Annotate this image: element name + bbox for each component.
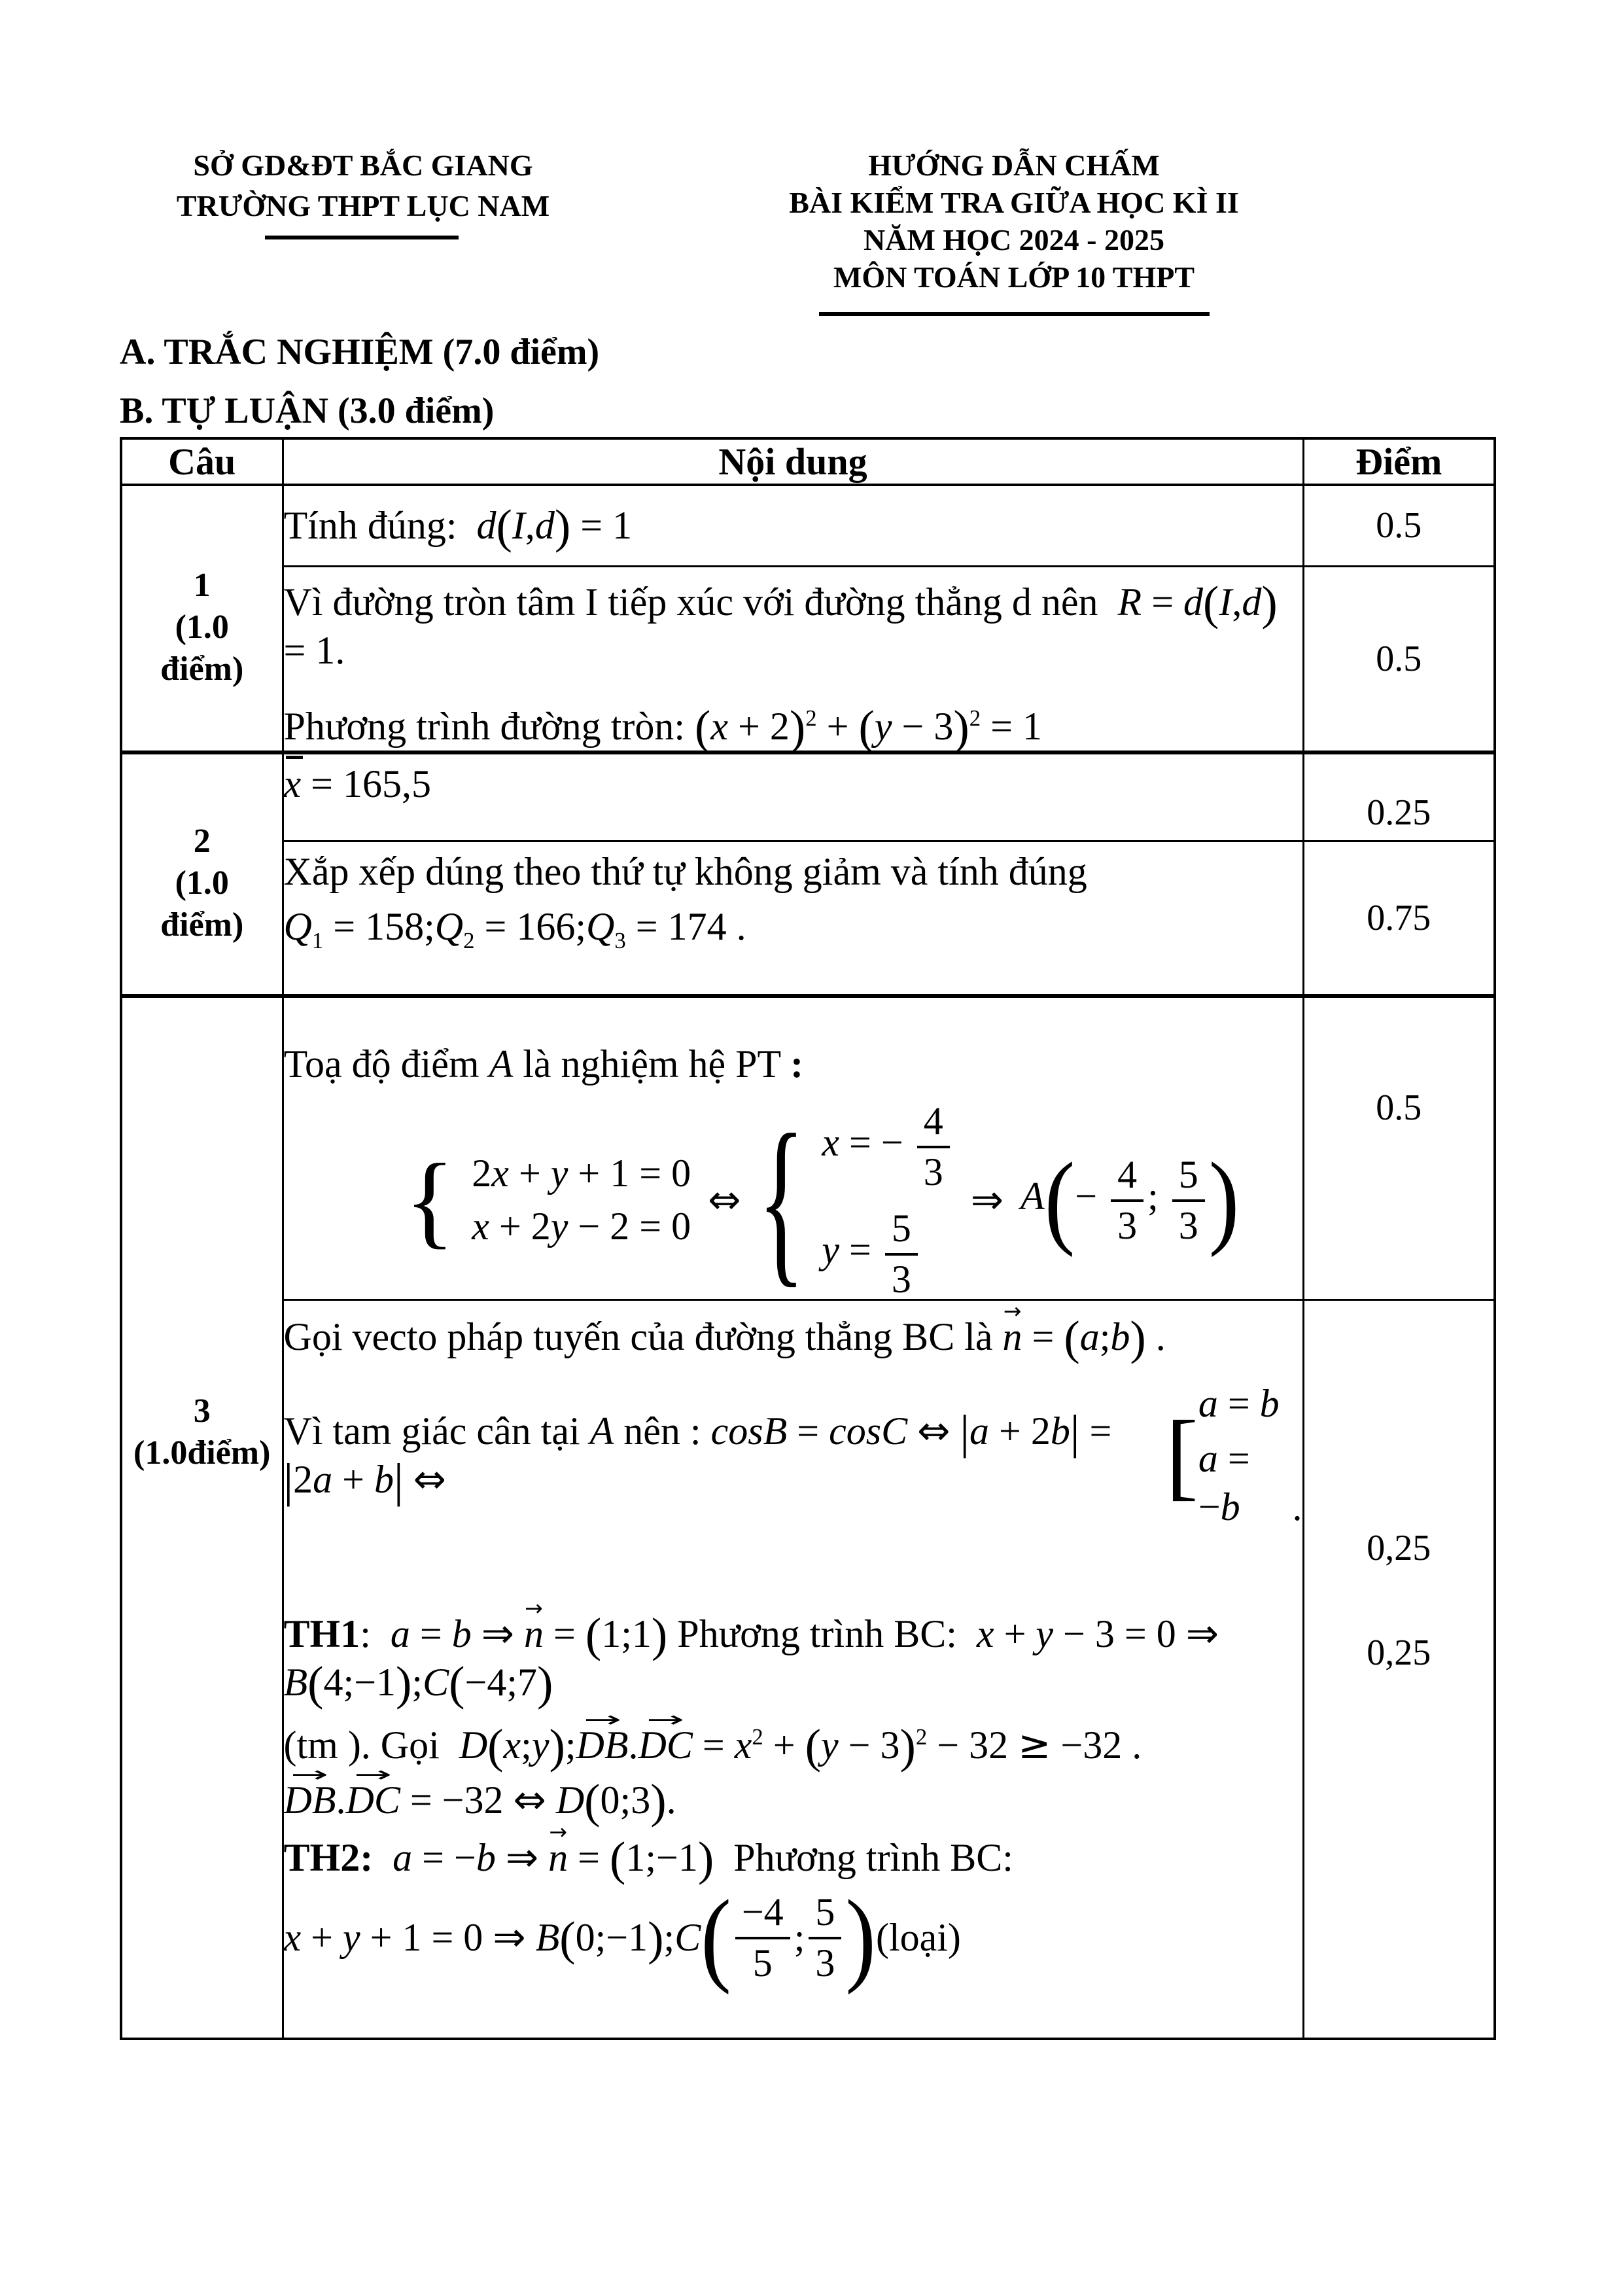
q2-step1-score: 0.25 bbox=[1303, 752, 1495, 841]
table-row bbox=[121, 841, 1495, 996]
q3-step1-score: 0.5 bbox=[1303, 996, 1495, 1300]
q3-score-th1: 0,25 bbox=[1367, 1527, 1431, 1568]
table-row bbox=[121, 485, 1495, 566]
column-header-cau: Câu bbox=[121, 438, 283, 485]
q1-step2-content: Vì đường tròn tâm I tiếp xúc với đường thẳng d nên R = d(I,d) = 1. Phương trình đường tròn: $(x + 2)^2 + (y - 3)^2 = 1$ bbox=[283, 566, 1303, 752]
question-3-label: 3 (1.0điểm) bbox=[121, 996, 283, 2040]
table-row bbox=[121, 996, 1495, 1300]
department-name: SỞ GD&ĐT BẮC GIANG bbox=[193, 149, 533, 182]
doc-title-line1: HƯỚNG DẪN CHẤM bbox=[868, 149, 1160, 182]
q1-step1-content: Tính đúng: d(I,d) = 1 bbox=[283, 485, 1303, 566]
q2-step2-content: Xắp xếp dúng theo thứ tự không giảm và tính đúng $Q_1$ = $158;Q_2$ = $166;Q_3 = 174$ . bbox=[283, 841, 1303, 996]
table-row bbox=[121, 566, 1495, 752]
school-name: TRƯỜNG THPT LỤC NAM bbox=[176, 189, 550, 222]
q2-step2-score: 0.75 bbox=[1303, 841, 1495, 996]
q1-step2-score: 0.5 bbox=[1303, 566, 1495, 752]
q3-step2-scores bbox=[1303, 1299, 1495, 2039]
q2-step1-content: x = 165,5 bbox=[283, 752, 1303, 841]
doc-title-line2: BÀI KIỂM TRA GIỮA HỌC KÌ II bbox=[789, 186, 1239, 219]
school-header-rule bbox=[265, 236, 459, 239]
table-header-row bbox=[121, 438, 1495, 485]
document-title-block bbox=[749, 147, 1279, 296]
column-header-diem: Điểm bbox=[1303, 438, 1495, 485]
section-b-heading: B. TỰ LUẬN (3.0 điểm) bbox=[120, 391, 495, 431]
q3-step2-content: Gọi vecto pháp tuyến của đường thẳng BC là n → = (a;b) . Vì tam giác cân tại A nên : cosB = cosC ⇔ |a + 2b| = |2a + b| ⇔ [ a = b a = −b . TH1: a = b ⇒ n → = (1;1) Phương trình BC: x + y − 3 = 0 ⇒ B(4;−1);C(−4;7) (tm ). Gọi D(x;y);DB →.DC → = $x^2 + (y - 3)^2 - 32 \ge -32$ . DB →.DC → = −32 ⇔ D(0;3). TH2: a = −b ⇒ n → = (1;−1) Phương trình BC: x + y + 1 = 0 ⇒ B(0;−1);C ( $\frac{-4}{5}$ ; $\frac{5}{3}$ ) (loại) bbox=[283, 1299, 1303, 2039]
q3-score-d: 0,25 bbox=[1367, 1632, 1431, 1673]
school-header bbox=[167, 145, 559, 226]
column-header-noidung: Nội dung bbox=[283, 438, 1303, 485]
q1-step1-score: 0.5 bbox=[1303, 485, 1495, 566]
q3-step1-content: Toạ độ điểm A là nghiệm hệ PT : { 2x + y + 1 = 0 x + 2y − 2 = 0 ⇔ { x = − $\frac{4}{3}$ y = $\frac{5}{3}$ ⇒ A(− $\frac{4}{3}$ ; $\frac{5}{3}$ ) bbox=[283, 996, 1303, 1300]
question-1-label: 1 (1.0 điểm) bbox=[121, 485, 283, 752]
doc-title-line3: NĂM HỌC 2024 - 2025 bbox=[864, 223, 1164, 256]
doc-title-line4: MÔN TOÁN LỚP 10 THPT bbox=[833, 260, 1195, 294]
document-title-rule bbox=[819, 312, 1210, 316]
table-row bbox=[121, 752, 1495, 841]
section-a-heading: A. TRẮC NGHIỆM (7.0 điểm) bbox=[120, 332, 600, 372]
table-row bbox=[121, 1299, 1495, 2039]
answer-table bbox=[120, 437, 1496, 2040]
question-2-label: 2 (1.0 điểm) bbox=[121, 752, 283, 996]
